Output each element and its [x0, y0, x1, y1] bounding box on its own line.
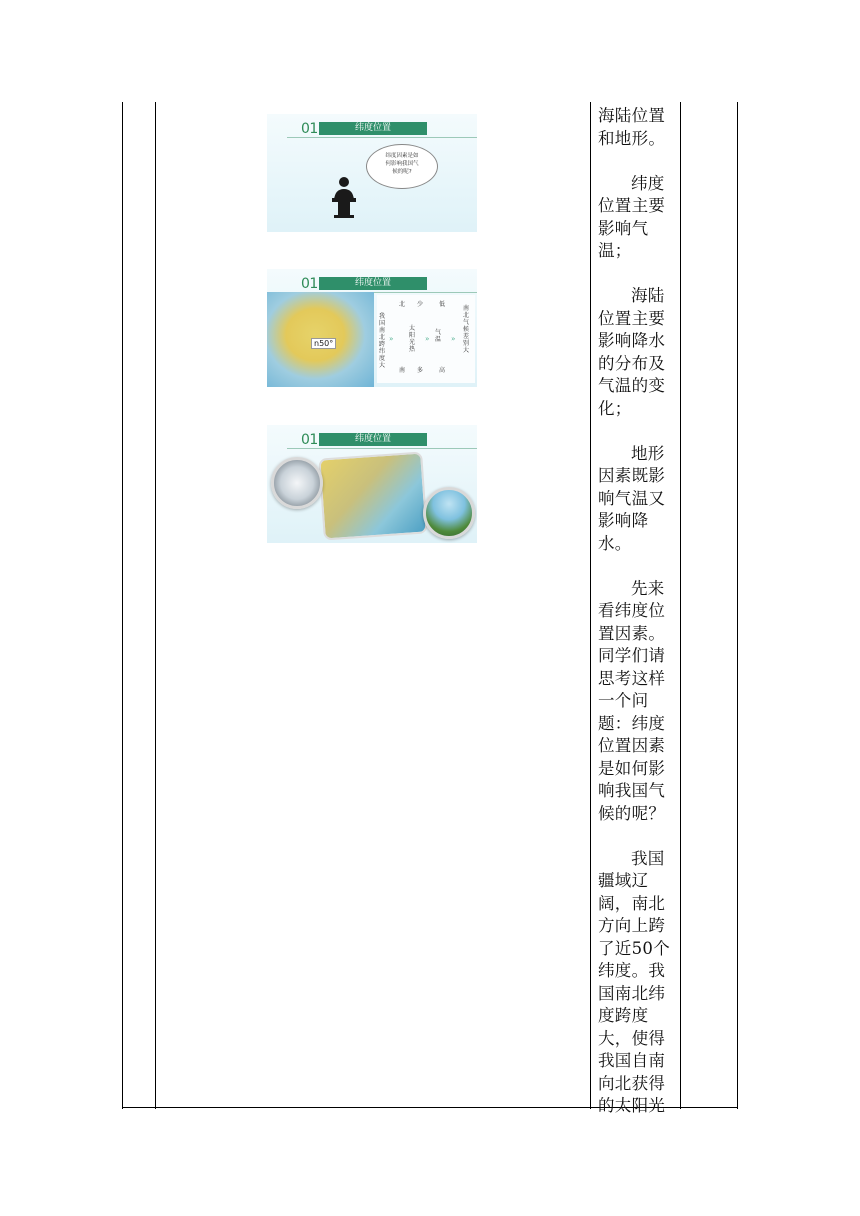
tropical-scene-photo [423, 487, 475, 539]
flow-south-label: 南 [399, 367, 406, 374]
bubble-line: 纬度因素是如 [385, 153, 419, 159]
flow-less-label: 少 [417, 301, 424, 308]
flow-high-label: 高 [439, 367, 446, 374]
slide-number: 01 [301, 431, 318, 448]
slide-header [301, 121, 427, 136]
flow-more-label: 多 [417, 367, 424, 374]
speech-bubble [366, 144, 438, 189]
slide-number: 01 [301, 120, 318, 137]
notes-paragraph: 海陆位置主要影响降水的分布及气温的变化； [598, 286, 666, 418]
slide-latitude-photos [267, 425, 477, 543]
table-border-right [737, 102, 738, 1109]
flow-low-label: 低 [439, 301, 446, 308]
slide-title: 纬度位置 [319, 122, 427, 135]
china-map-image [267, 292, 374, 387]
flow-result-text: 南北气候差别大 [463, 305, 470, 354]
bubble-line: 何影响我国气 [385, 161, 419, 167]
arrow-right-icon: » [389, 335, 394, 343]
latitude-flow-diagram [377, 295, 475, 383]
slide-divider [287, 448, 477, 449]
table-column-divider-2 [590, 102, 591, 1109]
slide-header [301, 432, 427, 447]
lecture-notes-column [598, 105, 676, 1140]
latitude-badge: n50° [311, 338, 336, 349]
flow-sunlight-label: 太阳光热 [409, 325, 416, 353]
slide-latitude-span [267, 269, 477, 387]
arrow-right-icon: » [451, 335, 456, 343]
slide-divider [287, 137, 477, 138]
notes-paragraph: 地形因素既影响气温又影响降水。 [598, 443, 666, 553]
china-map-photo [318, 451, 427, 540]
flow-north-label: 北 [399, 301, 406, 308]
slide-latitude-question [267, 114, 477, 232]
arrow-right-icon: » [425, 335, 430, 343]
flow-cause-text: 我国南北跨纬度大 [379, 313, 386, 369]
notes-paragraph: 我国疆域辽阔，南北方向上跨了近50个纬度。我国南北纬度跨度大，使得我国自南向北获得的太阳光 [598, 848, 670, 1115]
table-column-divider-3 [680, 102, 681, 1109]
bubble-line: 候的呢? [392, 169, 412, 175]
snow-scene-photo [271, 457, 323, 509]
teacher-at-podium-icon [325, 174, 365, 218]
slide-header [301, 276, 427, 291]
table-column-divider-1 [155, 102, 156, 1109]
flow-temperature-label: 气温 [435, 329, 442, 343]
slide-title: 纬度位置 [319, 433, 427, 446]
slide-number: 01 [301, 275, 318, 292]
notes-paragraph: 纬度位置主要影响气温； [598, 173, 666, 260]
table-border-left [122, 102, 123, 1109]
notes-paragraph: 先来看纬度位置因素。同学们请思考这样一个问题：纬度位置因素是如何影响我国气候的呢？ [598, 578, 666, 823]
notes-paragraph: 海陆位置和地形。 [598, 106, 666, 148]
slide-title: 纬度位置 [319, 277, 427, 290]
